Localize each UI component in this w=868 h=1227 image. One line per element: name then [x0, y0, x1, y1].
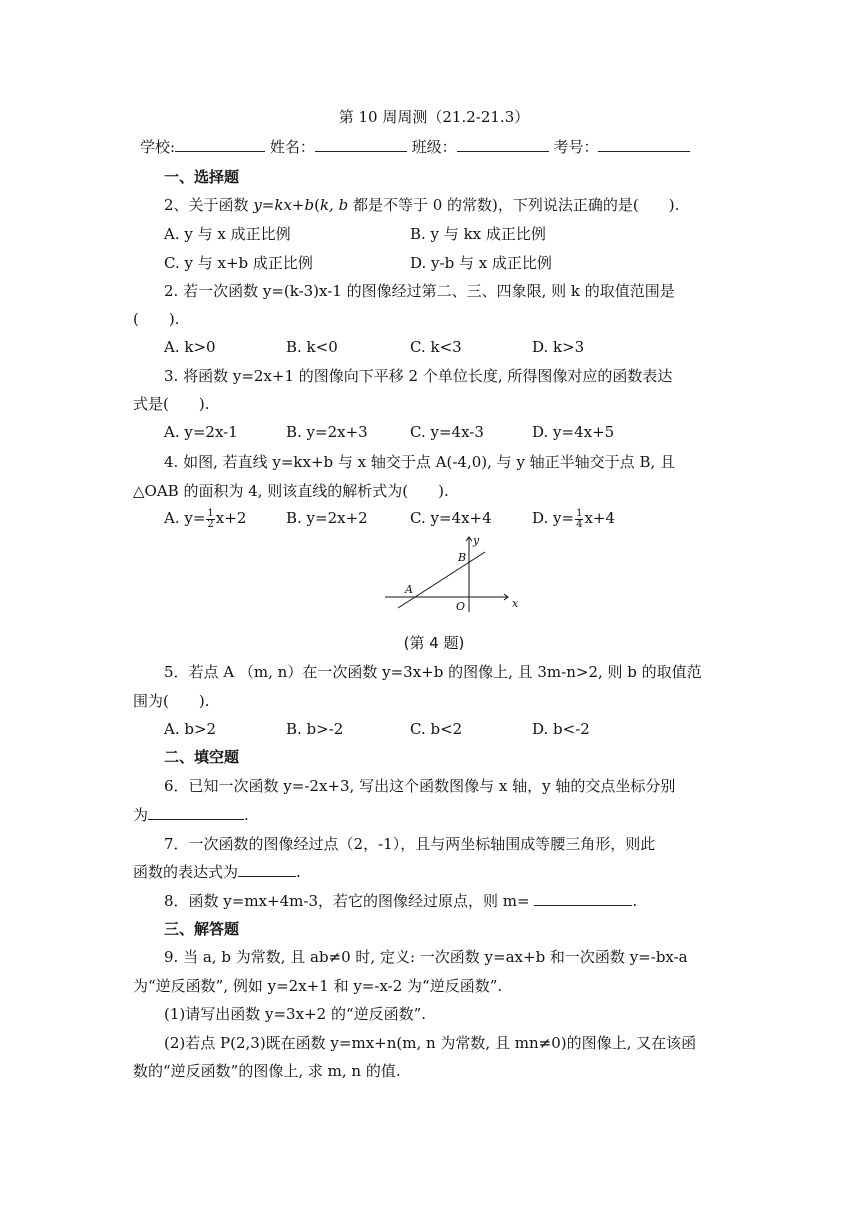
q8-end: .: [632, 892, 638, 910]
label-o: O: [456, 600, 466, 613]
question-4-stem-line2: △OAB 的面积为 4, 则该直线的解析式为( ).: [133, 482, 449, 500]
q5-option-a: A. b>2: [164, 720, 217, 738]
q8-text: 8．函数 y=mx+4m-3，若它的图像经过原点，则 m=: [164, 892, 535, 910]
section-heading-solve: 三、解答题: [164, 920, 240, 938]
q4-option-b: B. y=2x+2: [286, 509, 368, 527]
q7-end: .: [296, 863, 301, 881]
q3-option-c: C. y=4x-3: [410, 423, 484, 441]
line-ab: [398, 552, 485, 608]
question-3-stem-line1: 3. 将函数 y=2x+1 的图像向下平移 2 个单位长度, 所得图像对应的函数表达: [164, 367, 673, 385]
question-3-stem-line2: 式是( ).: [133, 395, 210, 413]
q4-d-pre: D. y=: [532, 509, 575, 527]
label-a: A: [405, 583, 413, 596]
q3-option-b: B. y=2x+3: [286, 423, 368, 441]
q4-option-a: [164, 508, 246, 530]
q1-text-b: (: [314, 196, 320, 214]
q1-text-c: 都是不等于 0 的常数)，下列说法正确的是( ).: [348, 196, 680, 214]
label-b: B: [458, 551, 467, 564]
class-label: 班级：: [411, 138, 457, 156]
question-8-stem: [164, 891, 637, 911]
q2-option-b: B. k<0: [286, 338, 338, 356]
school-label: 学校:: [140, 138, 176, 156]
question-5-stem-line2: 围为( ).: [133, 692, 210, 710]
q3-option-a: A. y=2x-1: [164, 423, 238, 441]
fraction-one-half: [206, 509, 214, 530]
q4-d-den: 4: [576, 518, 583, 530]
q4-a-post: x+2: [215, 509, 247, 527]
q5-option-c: C. b<2: [410, 720, 463, 738]
question-1-stem: [164, 195, 679, 215]
q5-option-b: B. b>-2: [286, 720, 344, 738]
q4-a-num: 1: [207, 507, 214, 519]
q1-vars: k, b: [319, 196, 349, 214]
q7-text: 函数的表达式为: [133, 863, 239, 881]
exam-no-blank: [598, 137, 690, 152]
school-blank: [175, 137, 265, 152]
question-7-stem-line2: [133, 862, 301, 882]
question-9-part-1: (1)请写出函数 y=3x+2 的“逆反函数”.: [164, 1005, 427, 1023]
figure-caption: (第 4 题): [403, 634, 465, 652]
question-9-part-2-line2: 数的“逆反函数”的图像上, 求 m, n 的值.: [133, 1062, 401, 1080]
question-2-stem-line1: 2. 若一次函数 y=(k-3)x-1 的图像经过第二、三、四象限, 则 k 的取值范围是: [164, 282, 675, 300]
q2-option-a: A. k>0: [164, 338, 216, 356]
q1-text-a: 2、关于函数: [164, 196, 254, 214]
q2-option-d: D. k>3: [532, 338, 585, 356]
exam-no-label: 考号：: [553, 138, 599, 156]
class-blank: [457, 137, 549, 152]
student-info-header: [140, 137, 690, 157]
label-y: y: [473, 534, 480, 547]
q1-option-d: D. y-b 与 x 成正比例: [410, 254, 552, 272]
q1-option-b: B. y 与 kx 成正比例: [410, 225, 546, 243]
q5-option-d: D. b<-2: [532, 720, 590, 738]
q7-answer-blank[interactable]: [238, 862, 296, 877]
question-6-stem-line2: [133, 805, 249, 825]
q1-expr: y=kx+b: [253, 196, 315, 214]
q3-option-d: D. y=4x+5: [532, 423, 615, 441]
question-9-stem-line1: 9. 当 a, b 为常数, 且 ab≠0 时, 定义: 一次函数 y=ax+b 和一次函数 y=-bx-a: [164, 948, 688, 966]
q4-d-num: 1: [576, 507, 583, 519]
q4-d-post: x+4: [584, 509, 616, 527]
name-blank: [315, 137, 407, 152]
section-heading-choice: 一、选择题: [164, 168, 240, 186]
question-4-stem-line1: 4. 如图, 若直线 y=kx+b 与 x 轴交于点 A(-4,0), 与 y 轴正半轴交于点 B, 且: [164, 453, 676, 471]
q2-option-c: C. k<3: [410, 338, 462, 356]
section-heading-fill: 二、填空题: [164, 748, 240, 766]
q1-option-c: C. y 与 x+b 成正比例: [164, 254, 313, 272]
fraction-one-quarter: [575, 509, 583, 530]
question-5-stem-line1: 5．若点 A （m, n）在一次函数 y=3x+b 的图像上, 且 3m-n>2, 则 b 的取值范: [164, 663, 702, 681]
question-2-stem-line2: ( ).: [133, 310, 180, 328]
question-9-stem-line2: 为“逆反函数”, 例如 y=2x+1 和 y=-x-2 为“逆反函数”.: [133, 977, 503, 995]
question-9-part-2-line1: (2)若点 P(2,3)既在函数 y=mx+n(m, n 为常数, 且 mn≠0)的图像上, 又在该函: [164, 1034, 697, 1052]
question-7-stem-line1: 7．一次函数的图像经过点（2，-1），且与两坐标轴围成等腰三角形，则此: [164, 835, 656, 853]
page-title: 第 10 周周测（21.2-21.3）: [338, 108, 530, 126]
q6-end: .: [244, 806, 249, 824]
q6-answer-blank[interactable]: [148, 805, 244, 820]
q4-figure: [380, 534, 520, 620]
q6-text: 为: [133, 806, 149, 824]
label-x: x: [512, 597, 519, 610]
q1-option-a: A. y 与 x 成正比例: [164, 225, 291, 243]
name-label: 姓名：: [269, 138, 315, 156]
q4-a-pre: A. y=: [164, 509, 206, 527]
q4-option-d: [532, 508, 615, 530]
question-6-stem-line1: 6．已知一次函数 y=-2x+3, 写出这个函数图像与 x 轴，y 轴的交点坐标分别: [164, 777, 676, 795]
q8-answer-blank[interactable]: [534, 891, 632, 906]
coordinate-graph: [380, 534, 520, 616]
q4-option-c: C. y=4x+4: [410, 509, 492, 527]
q4-a-den: 2: [207, 518, 214, 530]
